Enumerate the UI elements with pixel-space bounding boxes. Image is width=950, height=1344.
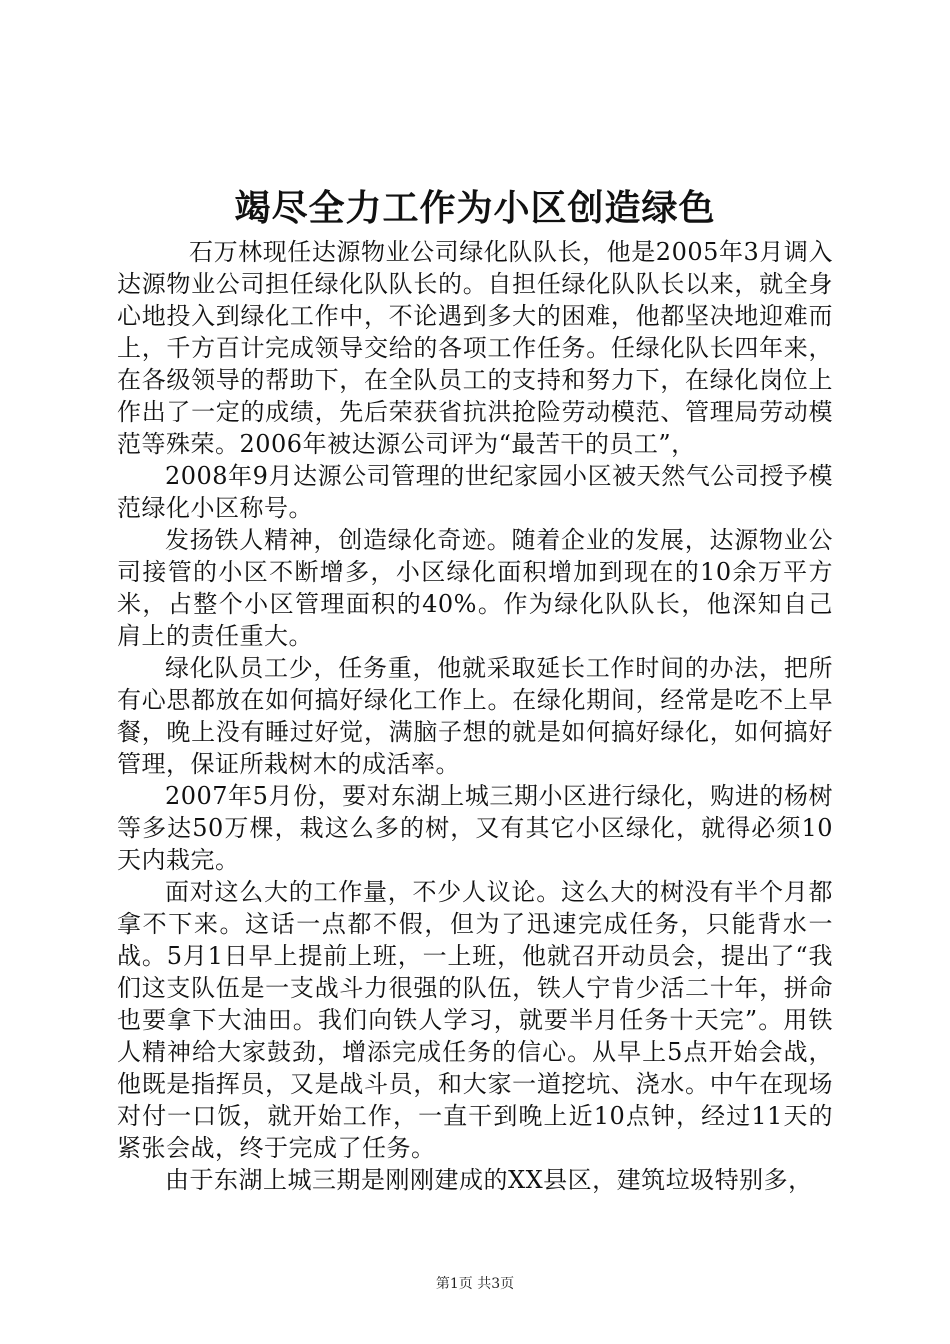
paragraph-5: 2007年5月份，要对东湖上城三期小区进行绿化，购进的杨树等多达50万棵，栽这么多的树，又有其它小区绿化，就得必须10天内栽完。	[117, 782, 833, 874]
paragraph-1: 石万林现任达源物业公司绿化队队长，他是2005年3月调入达源物业公司担任绿化队队长的。自担任绿化队队长以来，就全身心地投入到绿化工作中，不论遇到多大的困难，他都坚决地迎难而上，千方百计完成领导交给的各项工作任务。任绿化队长四年来，在各级领导的帮助下，在全队员工的支持和努力下，在绿化岗位上作出了一定的成绩，先后荣获省抗洪抢险劳动模范、管理局劳动模范等殊荣。2006年被达源公司评为“最苦干的员工”，	[117, 238, 833, 458]
paragraph-3: 发扬铁人精神，创造绿化奇迹。随着企业的发展，达源物业公司接管的小区不断增多，小区绿化面积增加到现在的10余万平方米，占整个小区管理面积的40%。作为绿化队队长，他深知自己肩上的责任重大。	[117, 526, 833, 650]
paragraph-6: 面对这么大的工作量，不少人议论。这么大的树没有半个月都拿不下来。这话一点都不假，但为了迅速完成任务，只能背水一战。5月1日早上提前上班，一上班，他就召开动员会，提出了“我们这支队伍是一支战斗力很强的队伍，铁人宁肯少活二十年，拼命也要拿下大油田。我们向铁人学习，就要半月任务十天完”。用铁人精神给大家鼓劲，增添完成任务的信心。从早上5点开始会战，他既是指挥员，又是战斗员，和大家一道挖坑、浇水。中午在现场对付一口饭，就开始工作，一直干到晚上近10点钟，经过11天的紧张会战，终于完成了任务。	[117, 878, 833, 1162]
document-body	[117, 236, 833, 1196]
paragraph-7: 由于东湖上城三期是刚刚建成的XX县区，建筑垃圾特别多，	[165, 1166, 813, 1194]
paragraph-2: 2008年9月达源公司管理的世纪家园小区被天然气公司授予模范绿化小区称号。	[117, 462, 833, 522]
document-title: 竭尽全力工作为小区创造绿色	[234, 188, 716, 229]
paragraph-4: 绿化队员工少，任务重，他就采取延长工作时间的办法，把所有心思都放在如何搞好绿化工作上。在绿化期间，经常是吃不上早餐，晚上没有睡过好觉，满脑子想的就是如何搞好绿化，如何搞好管理，保证所栽树木的成活率。	[117, 654, 833, 778]
page-footer: 第1页 共3页	[435, 1276, 515, 1292]
